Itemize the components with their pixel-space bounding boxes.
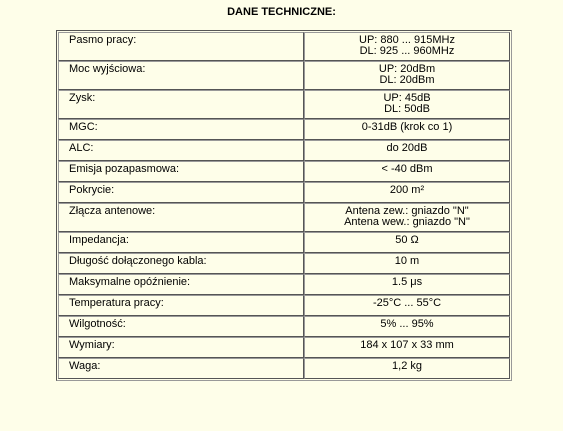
value-line: Antena wew.: gniazdo "N" bbox=[344, 216, 470, 228]
row-value bbox=[304, 358, 510, 379]
row-value bbox=[304, 90, 510, 119]
table-row bbox=[58, 358, 510, 379]
table-row bbox=[58, 203, 510, 232]
row-label: Waga: bbox=[58, 358, 304, 379]
row-value bbox=[304, 61, 510, 90]
row-value bbox=[304, 316, 510, 337]
table-row bbox=[58, 140, 510, 161]
row-label: Wilgotność: bbox=[58, 316, 304, 337]
table-row bbox=[58, 337, 510, 358]
value-line: UP: 880 ... 915MHz bbox=[359, 34, 455, 46]
value-line: do 20dB bbox=[386, 142, 428, 154]
row-value bbox=[304, 140, 510, 161]
value-line: UP: 45dB bbox=[383, 92, 431, 104]
table-row bbox=[58, 90, 510, 119]
value-line: 1.5 μs bbox=[391, 276, 423, 288]
value-line: DL: 20dBm bbox=[379, 74, 435, 86]
row-label: Emisja pozapasmowa: bbox=[58, 161, 304, 182]
row-label: Impedancja: bbox=[58, 232, 304, 253]
row-value bbox=[304, 274, 510, 295]
value-line: 200 m² bbox=[389, 184, 425, 196]
page-title: DANE TECHNICZNE: bbox=[227, 6, 336, 18]
row-value bbox=[304, 295, 510, 316]
table-row bbox=[58, 32, 510, 61]
row-label: ALC: bbox=[58, 140, 304, 161]
value-line: 5% ... 95% bbox=[380, 318, 434, 330]
specs-table bbox=[56, 30, 512, 381]
row-value bbox=[304, 182, 510, 203]
value-line: DL: 50dB bbox=[384, 103, 430, 115]
row-label: Pasmo pracy: bbox=[58, 32, 304, 61]
table-row bbox=[58, 316, 510, 337]
row-label: Długość dołączonego kabla: bbox=[58, 253, 304, 274]
row-label: Maksymalne opóźnienie: bbox=[58, 274, 304, 295]
row-value bbox=[304, 203, 510, 232]
row-value bbox=[304, 232, 510, 253]
table-row bbox=[58, 161, 510, 182]
value-line: DL: 925 ... 960MHz bbox=[359, 45, 455, 57]
row-value bbox=[304, 337, 510, 358]
row-value bbox=[304, 161, 510, 182]
row-label: Wymiary: bbox=[58, 337, 304, 358]
value-line: 0-31dB (krok co 1) bbox=[361, 121, 453, 133]
table-row bbox=[58, 232, 510, 253]
value-line: 1,2 kg bbox=[392, 360, 422, 372]
table-row bbox=[58, 119, 510, 140]
row-label: Temperatura pracy: bbox=[58, 295, 304, 316]
value-line: UP: 20dBm bbox=[378, 63, 436, 75]
row-label: Zysk: bbox=[58, 90, 304, 119]
value-line: -25°C ... 55°C bbox=[372, 297, 442, 309]
table-row bbox=[58, 182, 510, 203]
value-line: 50 Ω bbox=[395, 234, 419, 246]
row-label: Złącza antenowe: bbox=[58, 203, 304, 232]
value-line: Antena zew.: gniazdo "N" bbox=[345, 205, 469, 217]
table-row bbox=[58, 274, 510, 295]
table-row bbox=[58, 253, 510, 274]
value-line: < -40 dBm bbox=[381, 163, 433, 175]
table-row bbox=[58, 61, 510, 90]
row-label: MGC: bbox=[58, 119, 304, 140]
row-value bbox=[304, 119, 510, 140]
value-line: 184 x 107 x 33 mm bbox=[360, 339, 454, 351]
row-label: Pokrycie: bbox=[58, 182, 304, 203]
row-value bbox=[304, 32, 510, 61]
table-row bbox=[58, 295, 510, 316]
row-label: Moc wyjściowa: bbox=[58, 61, 304, 90]
value-line: 10 m bbox=[394, 255, 420, 267]
row-value bbox=[304, 253, 510, 274]
